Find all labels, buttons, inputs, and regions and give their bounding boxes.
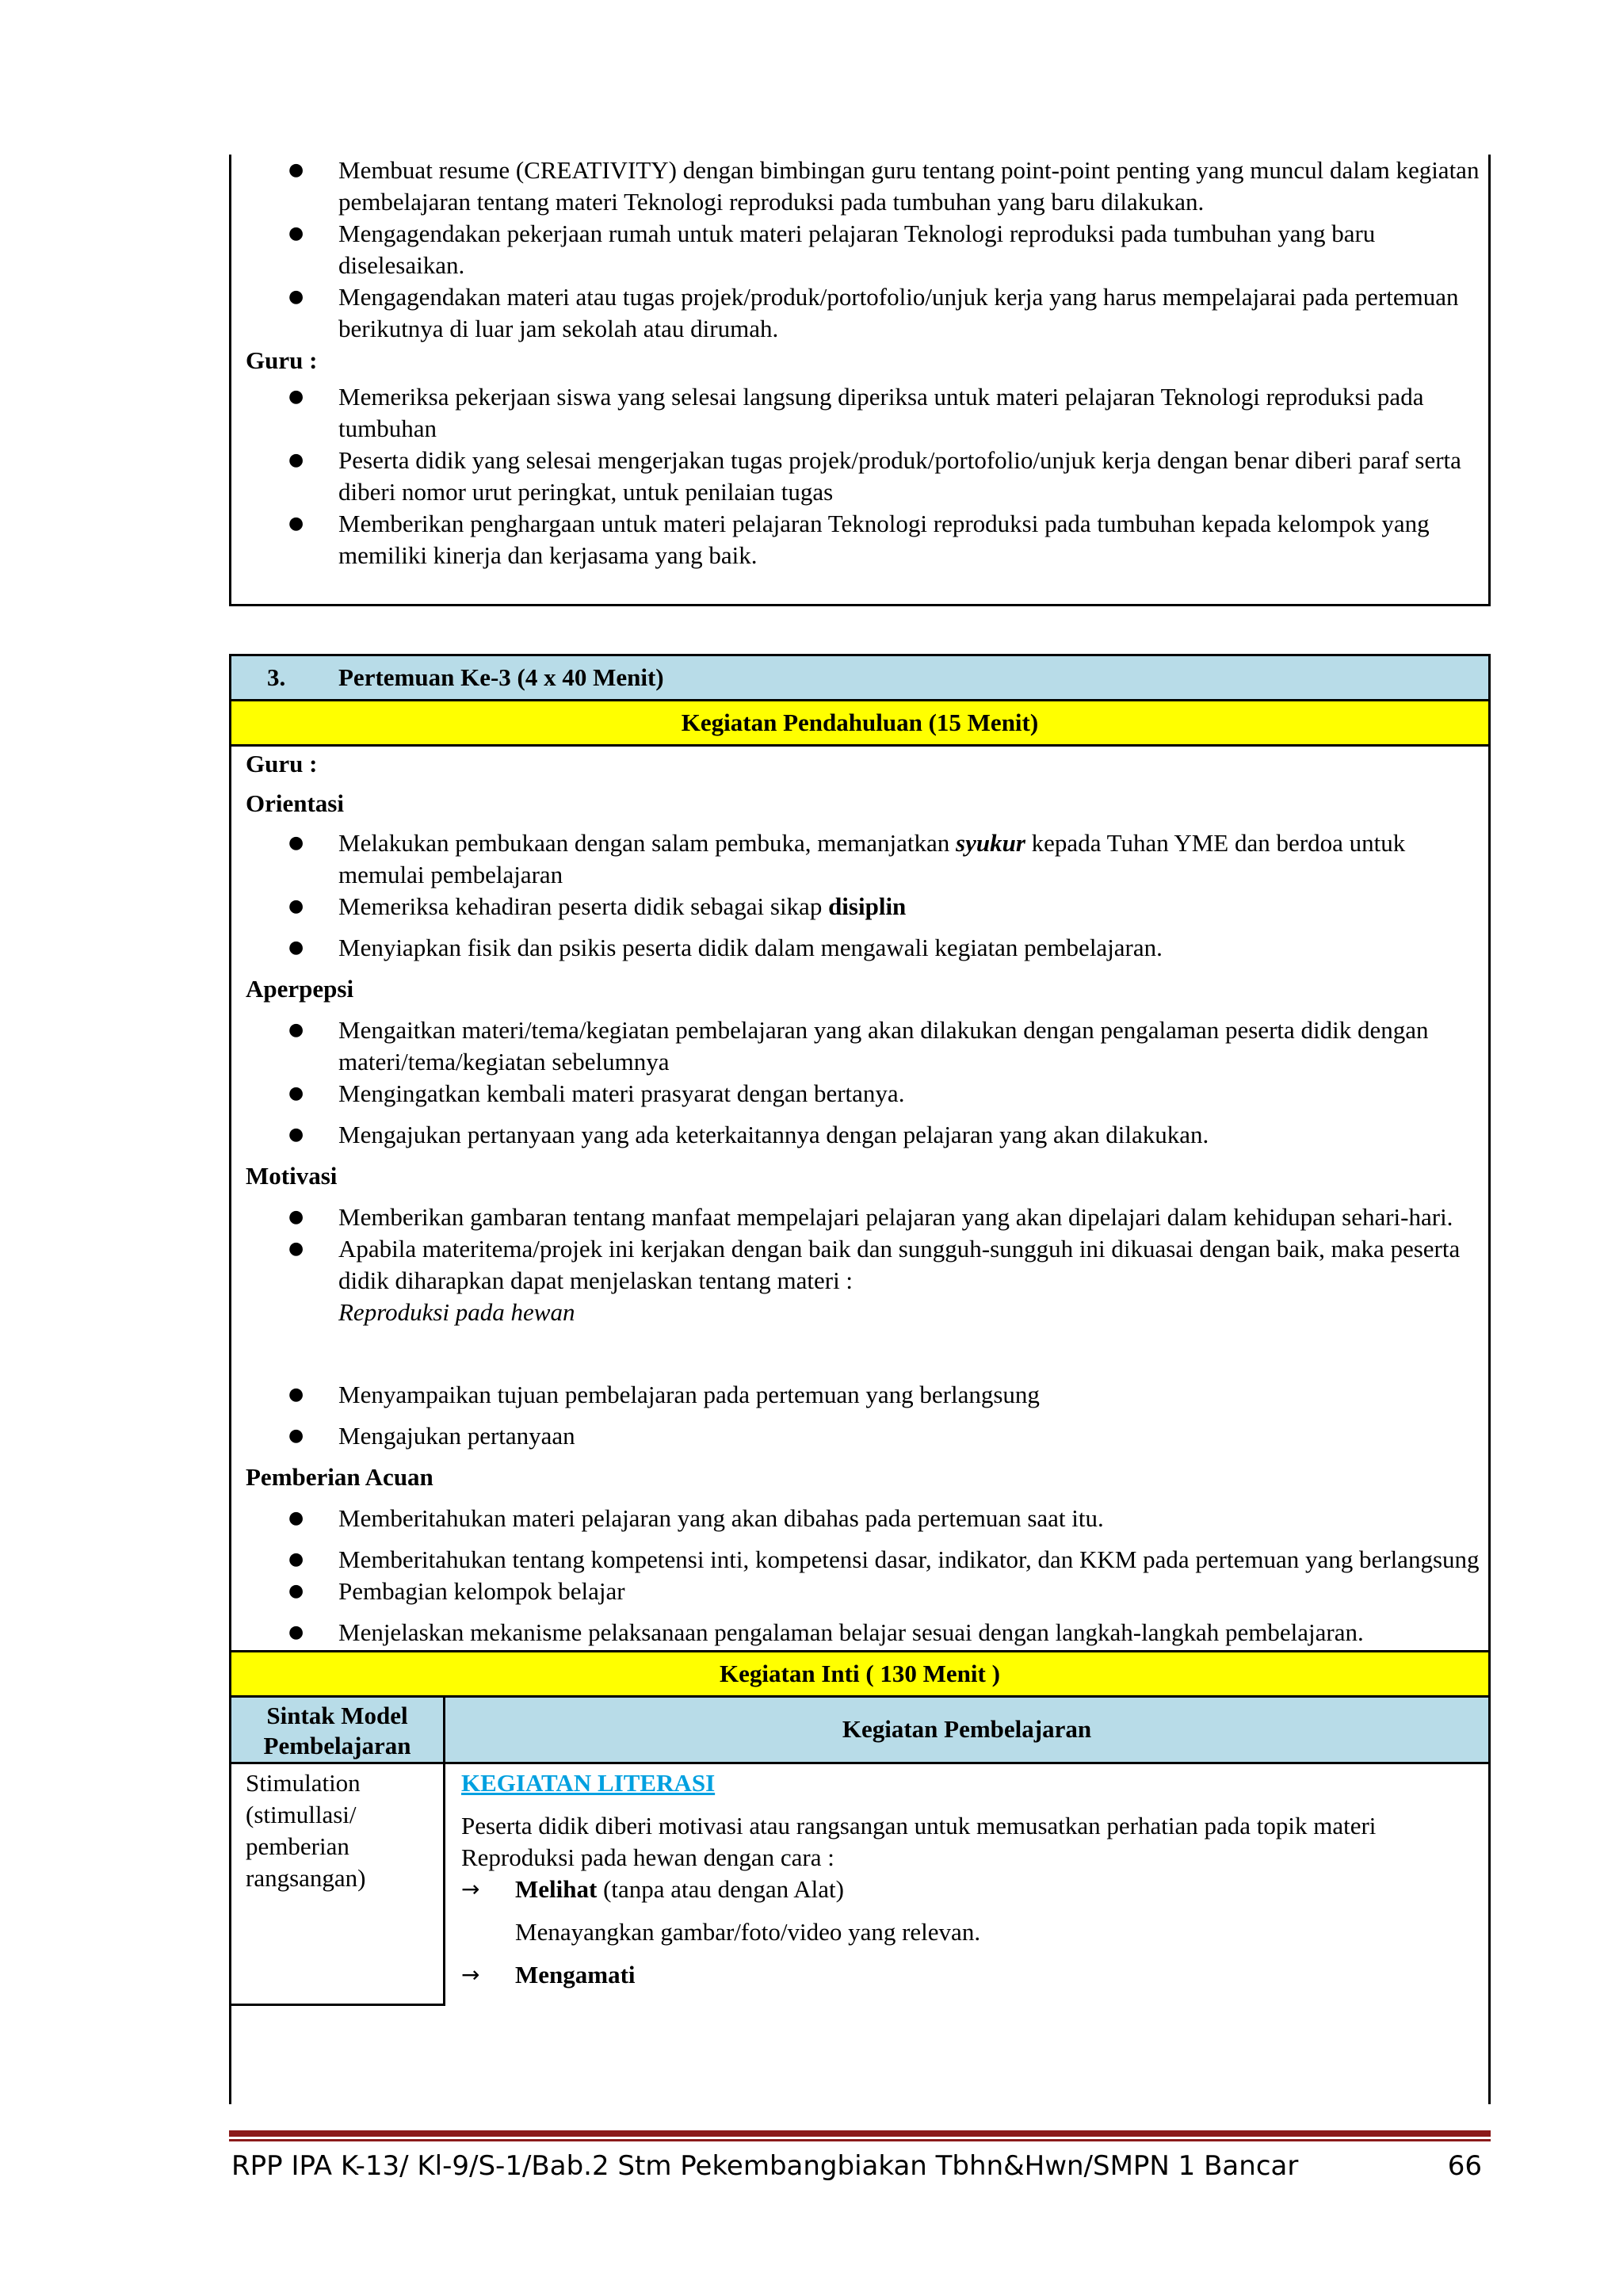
column-header-kegiatan: Kegiatan Pembelajaran — [445, 1698, 1488, 1764]
motivasi-heading: Motivasi — [246, 1162, 338, 1190]
list-item: ● Menjelaskan mekanisme pelaksanaan pengalaman belajar sesuai dengan langkah-langkah pembelajaran. — [231, 1617, 1488, 1648]
list-item: ● Memberitahukan tentang kompetensi inti, kompetensi dasar, indikator, dan KKM pada pertemuan yang berlangsung — [231, 1544, 1488, 1576]
bold-text: Mengamati — [515, 1961, 636, 1988]
bullet-list-a — [231, 155, 1488, 345]
mengamati-item — [461, 1959, 1472, 1991]
footer-rule-thin — [229, 2139, 1491, 2141]
literasi-heading: KEGIATAN LITERASI — [461, 1769, 716, 1797]
list-item: ● Memberikan gambaran tentang manfaat mempelajari pelajaran yang akan dipelajari dalam kehidupan sehari-hari. — [231, 1201, 1488, 1233]
list-item — [231, 891, 1488, 923]
footer-rule-thick — [229, 2130, 1491, 2137]
orientasi-heading: Orientasi — [246, 789, 344, 817]
list-item — [231, 1233, 1488, 1328]
acuan-heading: Pemberian Acuan — [246, 1463, 433, 1491]
guru-label: Guru : — [246, 346, 318, 374]
arrow-icon: → — [461, 1876, 480, 1902]
inti-table-header — [231, 1698, 1488, 1764]
item-text: Apabila materitema/projek ini kerjakan dengan baik dan sungguh-sungguh ini dikuasai dengan baik, maka peserta didik diharapkan dapat menjelaskan tentang materi : — [338, 1235, 1461, 1294]
melihat-item — [461, 1874, 1472, 1905]
item-text: Memeriksa kehadiran peserta didik sebagai sikap — [338, 892, 829, 920]
melihat-subtext: Menayangkan gambar/foto/video yang relevan. — [515, 1918, 981, 1946]
emphasis-text: syukur — [956, 829, 1025, 857]
literasi-text: Peserta didik diberi motivasi atau rangsangan untuk memusatkan perhatian pada topik materi Reproduksi pada hewan dengan cara : — [461, 1812, 1377, 1871]
list-item: ● Menyampaikan tujuan pembelajaran pada pertemuan yang berlangsung — [231, 1379, 1488, 1411]
list-item — [231, 827, 1488, 891]
arrow-icon: → — [461, 1962, 480, 1988]
list-item: ● Mengaitkan materi/tema/kegiatan pembelajaran yang akan dilakukan dengan pengalaman peserta didik dengan materi/tema/kegiatan sebelumnya — [231, 1014, 1488, 1078]
kegiatan-cell — [445, 1764, 1488, 2006]
table-row — [231, 1764, 1488, 2006]
emphasis-text: Reproduksi pada hewan — [338, 1298, 575, 1326]
list-item: ● Peserta didik yang selesai mengerjakan tugas projek/produk/portofolio/unjuk kerja dengan benar diberi paraf serta diberi nomor urut peringkat, untuk penilaian tugas — [231, 445, 1488, 508]
footer-text: RPP IPA K-13/ Kl-9/S-1/Bab.2 Stm Pekembangbiakan Tbhn&Hwn/SMPN 1 Bancar — [231, 2150, 1299, 2182]
item-text: Melakukan pembukaan dengan salam pembuka, memanjatkan — [338, 829, 957, 857]
inti-header: Kegiatan Inti ( 130 Menit ) — [231, 1650, 1488, 1698]
column-header-sintak: Sintak Model Pembelajaran — [231, 1698, 445, 1764]
list-item: ● Mengingatkan kembali materi prasyarat dengan bertanya. — [231, 1078, 1488, 1110]
list-item: ● Memberikan penghargaan untuk materi pelajaran Teknologi reproduksi pada tumbuhan kepada kelompok yang memiliki kinerja dan kerjasama yang baik. — [231, 508, 1488, 571]
page-number: 66 — [1447, 2150, 1482, 2182]
sintak-cell: Stimulation (stimullasi/ pemberian rangsangan) — [231, 1764, 445, 2006]
meeting-3-box — [229, 654, 1491, 2104]
guru-label: Guru : — [246, 750, 318, 777]
acuan-list — [231, 1503, 1488, 1648]
bold-text: Melihat — [515, 1875, 598, 1903]
pendahuluan-header: Kegiatan Pendahuluan (15 Menit) — [231, 701, 1488, 747]
orientasi-list — [231, 827, 1488, 964]
aperpepsi-list — [231, 1014, 1488, 1151]
item-text: (tanpa atau dengan Alat) — [597, 1875, 844, 1903]
list-item: ● Memeriksa pekerjaan siswa yang selesai langsung diperiksa untuk materi pelajaran Teknologi reproduksi pada tumbuhan — [231, 381, 1488, 445]
bullet-list-b — [231, 381, 1488, 571]
meeting-title: Pertemuan Ke-3 (4 x 40 Menit) — [338, 663, 664, 691]
meeting-number: 3. — [267, 663, 286, 691]
list-item: ● Mengajukan pertanyaan — [231, 1420, 1488, 1452]
bold-text: disiplin — [828, 892, 907, 920]
list-item: ● Membuat resume (CREATIVITY) dengan bimbingan guru tentang point-point penting yang muncul dalam kegiatan pembelajaran tentang materi Teknologi reproduksi pada tumbuhan yang baru dilakukan. — [231, 155, 1488, 218]
list-item: ● Mengagendakan materi atau tugas projek/produk/portofolio/unjuk kerja yang harus mempelajarai pada pertemuan berikutnya di luar jam sekolah atau dirumah. — [231, 281, 1488, 345]
list-item: ● Menyiapkan fisik dan psikis peserta didik dalam mengawali kegiatan pembelajaran. — [231, 932, 1488, 964]
list-item: ● Mengagendakan pekerjaan rumah untuk materi pelajaran Teknologi reproduksi pada tumbuhan yang baru diselesaikan. — [231, 218, 1488, 281]
motivasi-list — [231, 1201, 1488, 1452]
list-item: ● Mengajukan pertanyaan yang ada keterkaitannya dengan pelajaran yang akan dilakukan. — [231, 1119, 1488, 1151]
meeting-header — [231, 656, 1488, 701]
item-text: kepada Tuhan YME dan berdoa untuk memulai pembelajaran — [338, 829, 1406, 888]
list-item: ● Memberitahukan materi pelajaran yang akan dibahas pada pertemuan saat itu. — [231, 1503, 1488, 1534]
continuation-box — [229, 155, 1491, 606]
aperpepsi-heading: Aperpepsi — [246, 975, 354, 1003]
list-item: ● Pembagian kelompok belajar — [231, 1576, 1488, 1607]
